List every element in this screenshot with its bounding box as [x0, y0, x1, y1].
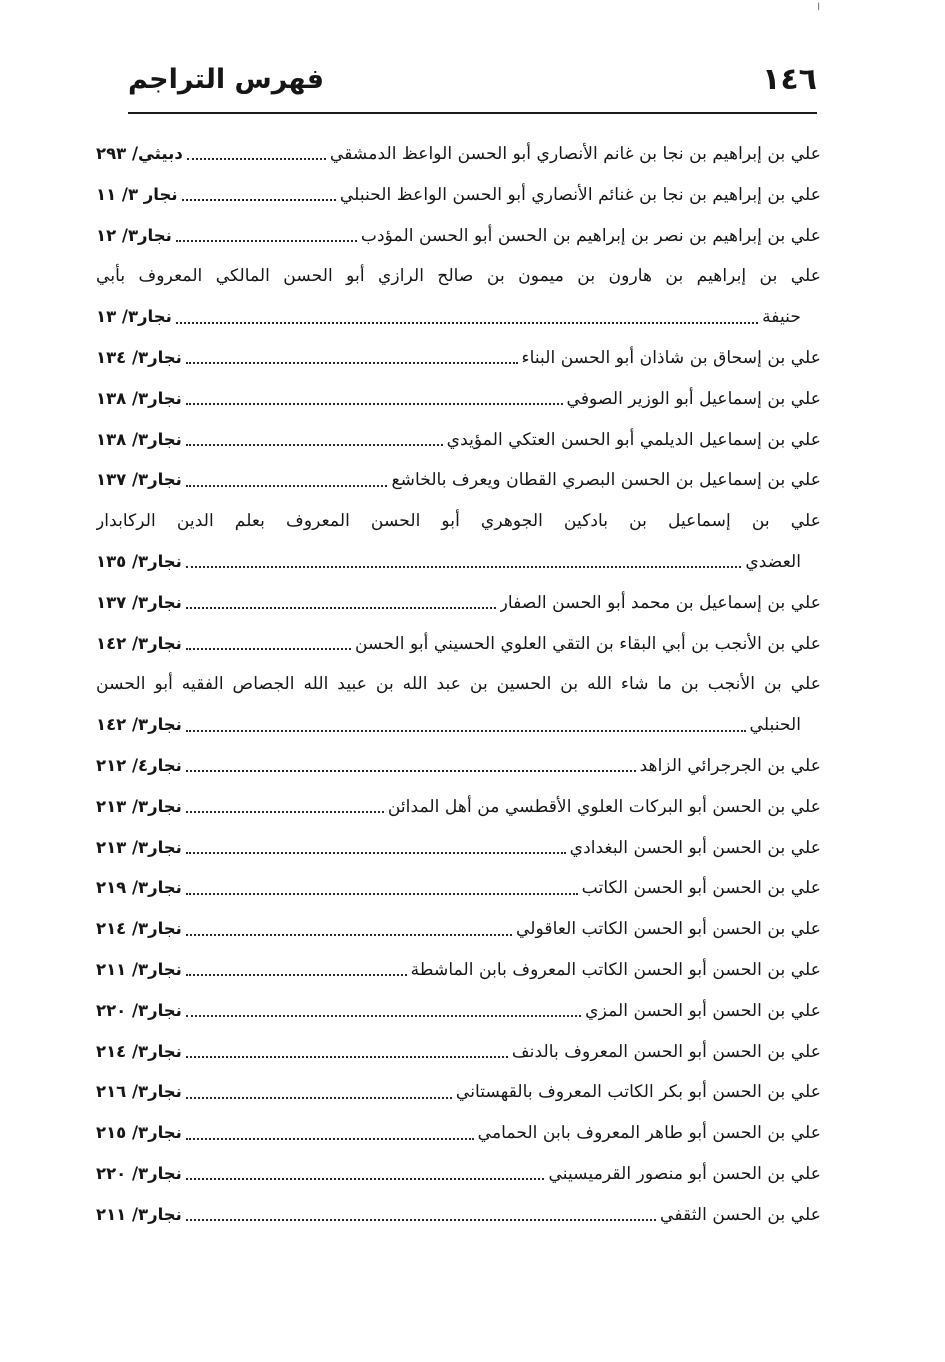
dot-leader	[176, 312, 758, 324]
entry-reference: نجار٣/ ٢٢٠	[96, 1163, 182, 1183]
entry-name: علي بن إبراهيم بن نصر بن إبراهيم بن الحسن أبو الحسن المؤدب	[360, 225, 821, 246]
entry-name: علي بن إسماعيل بن محمد أبو الحسن الصفار	[499, 592, 821, 613]
entry-reference: نجار٣/ ٢١٤	[96, 919, 182, 939]
index-entry	[96, 1195, 821, 1236]
entry-name: علي بن الحسن أبو الحسن الكاتب المعروف بابن الماشطة	[410, 959, 821, 980]
dot-leader	[186, 883, 578, 895]
dot-leader	[186, 434, 443, 446]
index-entries	[96, 134, 821, 1236]
dot-leader	[176, 230, 357, 242]
dot-leader	[186, 720, 746, 732]
entry-name: علي بن الحسن أبو الحسن البغدادي	[569, 837, 821, 858]
index-entry	[96, 501, 821, 542]
index-entry	[96, 297, 821, 338]
top-mark: ا	[817, 2, 820, 13]
dot-leader	[186, 352, 518, 364]
entry-name: علي بن الحسن أبو الحسن الكاتب العاقولي	[515, 919, 821, 940]
entry-reference: نجار٣/ ١٣٤	[96, 347, 182, 367]
index-entry	[96, 909, 821, 950]
entry-name: علي بن الأنجب بن أبي البقاء بن التقي العلوي الحسيني أبو الحسن	[354, 633, 821, 654]
dot-leader	[186, 801, 384, 813]
index-entry	[96, 256, 821, 297]
index-entry	[96, 216, 821, 257]
entry-name: علي بن إبراهيم بن هارون بن ميمون بن صالح الرازي أبو الحسن المالكي المعروف بأبي	[96, 266, 821, 287]
entry-reference: نجار٣/ ٢١١	[96, 1204, 182, 1224]
entry-name: علي بن إسماعيل الديلمي أبو الحسن العتكي المؤيدي	[446, 429, 821, 450]
dot-leader	[186, 1087, 452, 1099]
entry-reference: نجار٣/ ٢٢٠	[96, 1000, 182, 1020]
index-entry	[96, 624, 821, 665]
entry-name: علي بن الجرجرائي الزاهد	[639, 755, 821, 776]
dot-leader	[186, 1209, 656, 1221]
index-entry	[96, 338, 821, 379]
page-title: فهرس التراجم	[128, 64, 325, 95]
entry-reference: نجار٣/ ٢١٦	[96, 1082, 182, 1102]
entry-reference: نجار٣/ ٢١٥	[96, 1123, 182, 1143]
index-entry	[96, 828, 821, 869]
entry-reference: نجار٣/ ٢١٣	[96, 837, 182, 857]
index-entry	[96, 1113, 821, 1154]
entry-reference: نجار٣/ ٢١١	[96, 959, 182, 979]
index-entry	[96, 1032, 821, 1073]
dot-leader	[186, 924, 512, 936]
entry-name: علي بن إسماعيل أبو الوزير الصوفي	[566, 388, 821, 409]
entry-name: علي بن إبراهيم بن نجا بن غانم الأنصاري أبو الحسن الواعظ الدمشقي	[329, 144, 821, 164]
index-entry	[96, 868, 821, 909]
page-number: ١٤٦	[762, 62, 817, 97]
index-entry	[96, 134, 821, 175]
entry-name: علي بن الحسن أبو منصور القرميسيني	[548, 1163, 821, 1184]
index-entry	[96, 379, 821, 420]
entry-name: علي بن إسماعيل بن الحسن البصري القطان ويعرف بالخاشع	[391, 470, 821, 491]
entry-reference: نجار٣/ ١٣٥	[96, 551, 182, 571]
entry-reference: نجار ٣/ ١١	[96, 184, 178, 204]
dot-leader	[186, 393, 563, 405]
index-entry	[96, 787, 821, 828]
entry-reference: نجار٣/ ١٤٢	[96, 633, 182, 653]
index-entry	[96, 583, 821, 624]
dot-leader	[186, 964, 407, 976]
index-entry	[96, 1072, 821, 1113]
index-entry	[96, 950, 821, 991]
dot-leader	[186, 597, 496, 609]
entry-name: علي بن إسحاق بن شاذان أبو الحسن البناء	[521, 347, 821, 368]
index-entry	[96, 175, 821, 216]
entry-reference: نجار٣/ ١٣	[96, 307, 172, 327]
entry-reference: نجار٣/ ٢١٩	[96, 878, 182, 898]
entry-reference: نجار٣/ ١٤٢	[96, 715, 182, 735]
entry-name: علي بن إسماعيل بن بادكين الجوهري أبو الحسن المعروف بعلم الدين الركابدار	[96, 511, 821, 532]
entry-name: علي بن الأنجب بن ما شاء الله بن الحسين بن عبد الله بن عبيد الله الجصاص الفقيه أبو الحسن	[96, 674, 821, 695]
index-entry	[96, 664, 821, 705]
entry-reference: نجار٣/ ١٣٧	[96, 592, 182, 612]
entry-name: علي بن الحسن الثقفي	[660, 1204, 821, 1225]
entry-reference: نجار٣/ ١٣٨	[96, 388, 182, 408]
entry-reference: نجار٣/ ١٣٧	[96, 470, 182, 490]
dot-leader	[186, 760, 636, 772]
entry-name: علي بن الحسن أبو بكر الكاتب المعروف بالقهستاني	[455, 1082, 821, 1103]
entry-name: العضدي	[745, 551, 801, 572]
entry-name: الحنبلي	[749, 715, 801, 736]
entry-reference: نجار٣/ ١٣٨	[96, 429, 182, 449]
dot-leader	[186, 1128, 474, 1140]
entry-reference: دبيثي/ ٢٩٣	[96, 144, 183, 163]
entry-name: علي بن إبراهيم بن نجا بن غنائم الأنصاري أبو الحسن الواعظ الحنبلي	[339, 184, 821, 205]
index-entry	[96, 420, 821, 461]
entry-reference: نجار٣/ ٢١٣	[96, 796, 182, 816]
dot-leader	[187, 148, 326, 160]
entry-reference: نجار٣/ ١٢	[96, 225, 172, 245]
entry-name: علي بن الحسن أبو الحسن الكاتب	[581, 878, 821, 899]
dot-leader	[182, 189, 336, 201]
index-entry	[96, 705, 821, 746]
index-entry	[96, 542, 821, 583]
dot-leader	[186, 1168, 545, 1180]
dot-leader	[186, 1005, 581, 1017]
dot-leader	[186, 475, 388, 487]
entry-name: علي بن الحسن أبو الحسن المزي	[585, 1000, 821, 1021]
entry-name: علي بن الحسن أبو طاهر المعروف بابن الحمامي	[477, 1123, 821, 1144]
dot-leader	[186, 638, 351, 650]
entry-reference: نجار٣/ ٢١٤	[96, 1041, 182, 1061]
dot-leader	[186, 842, 566, 854]
dot-leader	[186, 556, 741, 568]
entry-name: علي بن الحسن أبو البركات العلوي الأقطسي من أهل المدائن	[387, 796, 821, 817]
index-entry	[96, 1154, 821, 1195]
page-header	[128, 62, 817, 114]
dot-leader	[186, 1046, 508, 1058]
entry-reference: نجار٤/ ٢١٢	[96, 755, 182, 775]
index-entry	[96, 746, 821, 787]
entry-name: علي بن الحسن أبو الحسن المعروف بالدنف	[511, 1041, 821, 1062]
index-entry	[96, 991, 821, 1032]
entry-name: حنيفة	[762, 307, 801, 328]
index-entry	[96, 460, 821, 501]
